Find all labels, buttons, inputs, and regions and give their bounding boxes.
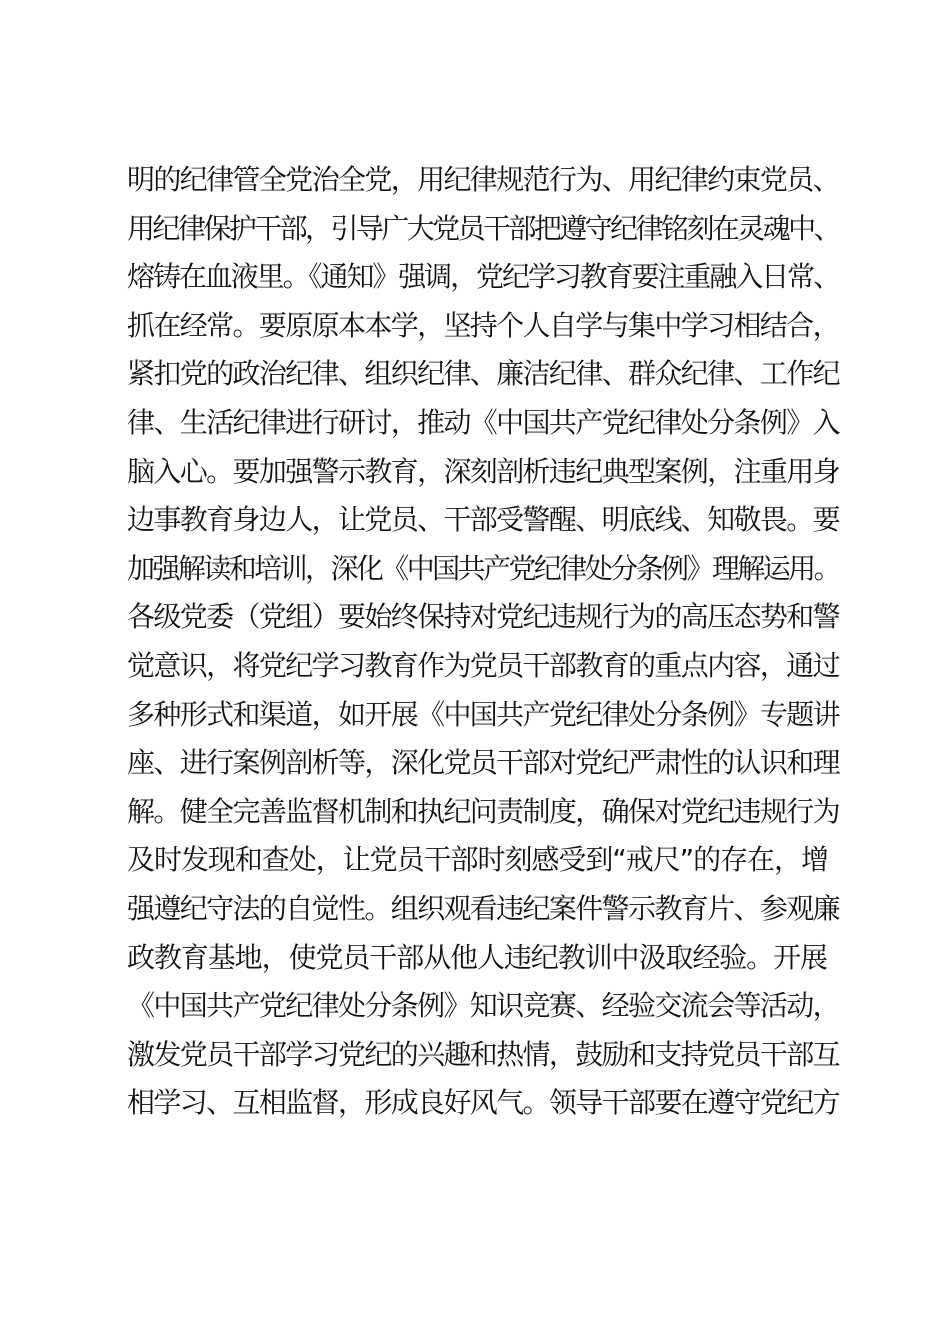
text-line-8: 边事教育身边人，让党员、干部受警醒、明底线、知敬畏。要 [127,503,839,537]
text-line-7: 脑入心。要加强警示教育，深刻剖析违纪典型案例，注重用身 [127,454,839,488]
text-line-6: 律、生活纪律进行研讨，推动《中国共产党纪律处分条例》入 [127,405,839,439]
text-line-4: 抓在经常。要原原本本学，坚持个人自学与集中学习相结合， [127,308,839,342]
text-line-15: 及时发现和查处，让党员干部时刻感受到“戒尺”的存在，增 [127,843,828,877]
text-line-13: 座、进行案例剖析等，深化党员干部对党纪严肃性的认识和理 [127,746,839,780]
text-line-12: 多种形式和渠道，如开展《中国共产党纪律处分条例》专题讲 [127,697,839,731]
text-line-19: 激发党员干部学习党纪的兴趣和热情，鼓励和支持党员干部互 [127,1037,839,1071]
body-paragraph [127,156,867,1128]
text-line-10: 各级党委（党组）要始终保持对党纪违规行为的高压态势和警 [127,600,839,634]
text-line-1: 明的纪律管全党治全党，用纪律规范行为、用纪律约束党员、 [127,163,839,196]
text-line-17: 政教育基地，使党员干部从他人违纪教训中汲取经验。开展 [127,940,827,974]
text-line-20: 相学习、互相监督，形成良好风气。领导干部要在遵守党纪方 [127,1086,839,1120]
text-line-18: 《中国共产党纪律处分条例》知识竞赛、经验交流会等活动， [127,989,839,1023]
text-line-5: 紧扣党的政治纪律、组织纪律、廉洁纪律、群众纪律、工作纪 [127,357,839,391]
text-line-9: 加强解读和培训，深化《中国共产党纪律处分条例》理解运用。 [127,551,840,585]
text-line-14: 解。健全完善监督机制和执纪问责制度，确保对党纪违规行为 [127,794,839,828]
text-line-2: 用纪律保护干部，引导广大党员干部把遵守纪律铭刻在灵魂中、 [127,211,840,245]
text-line-11: 觉意识，将党纪学习教育作为党员干部教育的重点内容，通过 [127,648,839,682]
text-line-16: 强遵纪守法的自觉性。组织观看违纪案件警示教育片、参观廉 [127,891,839,925]
text-line-3: 熔铸在血液里。《通知》强调，党纪学习教育要注重融入日常、 [127,260,840,294]
